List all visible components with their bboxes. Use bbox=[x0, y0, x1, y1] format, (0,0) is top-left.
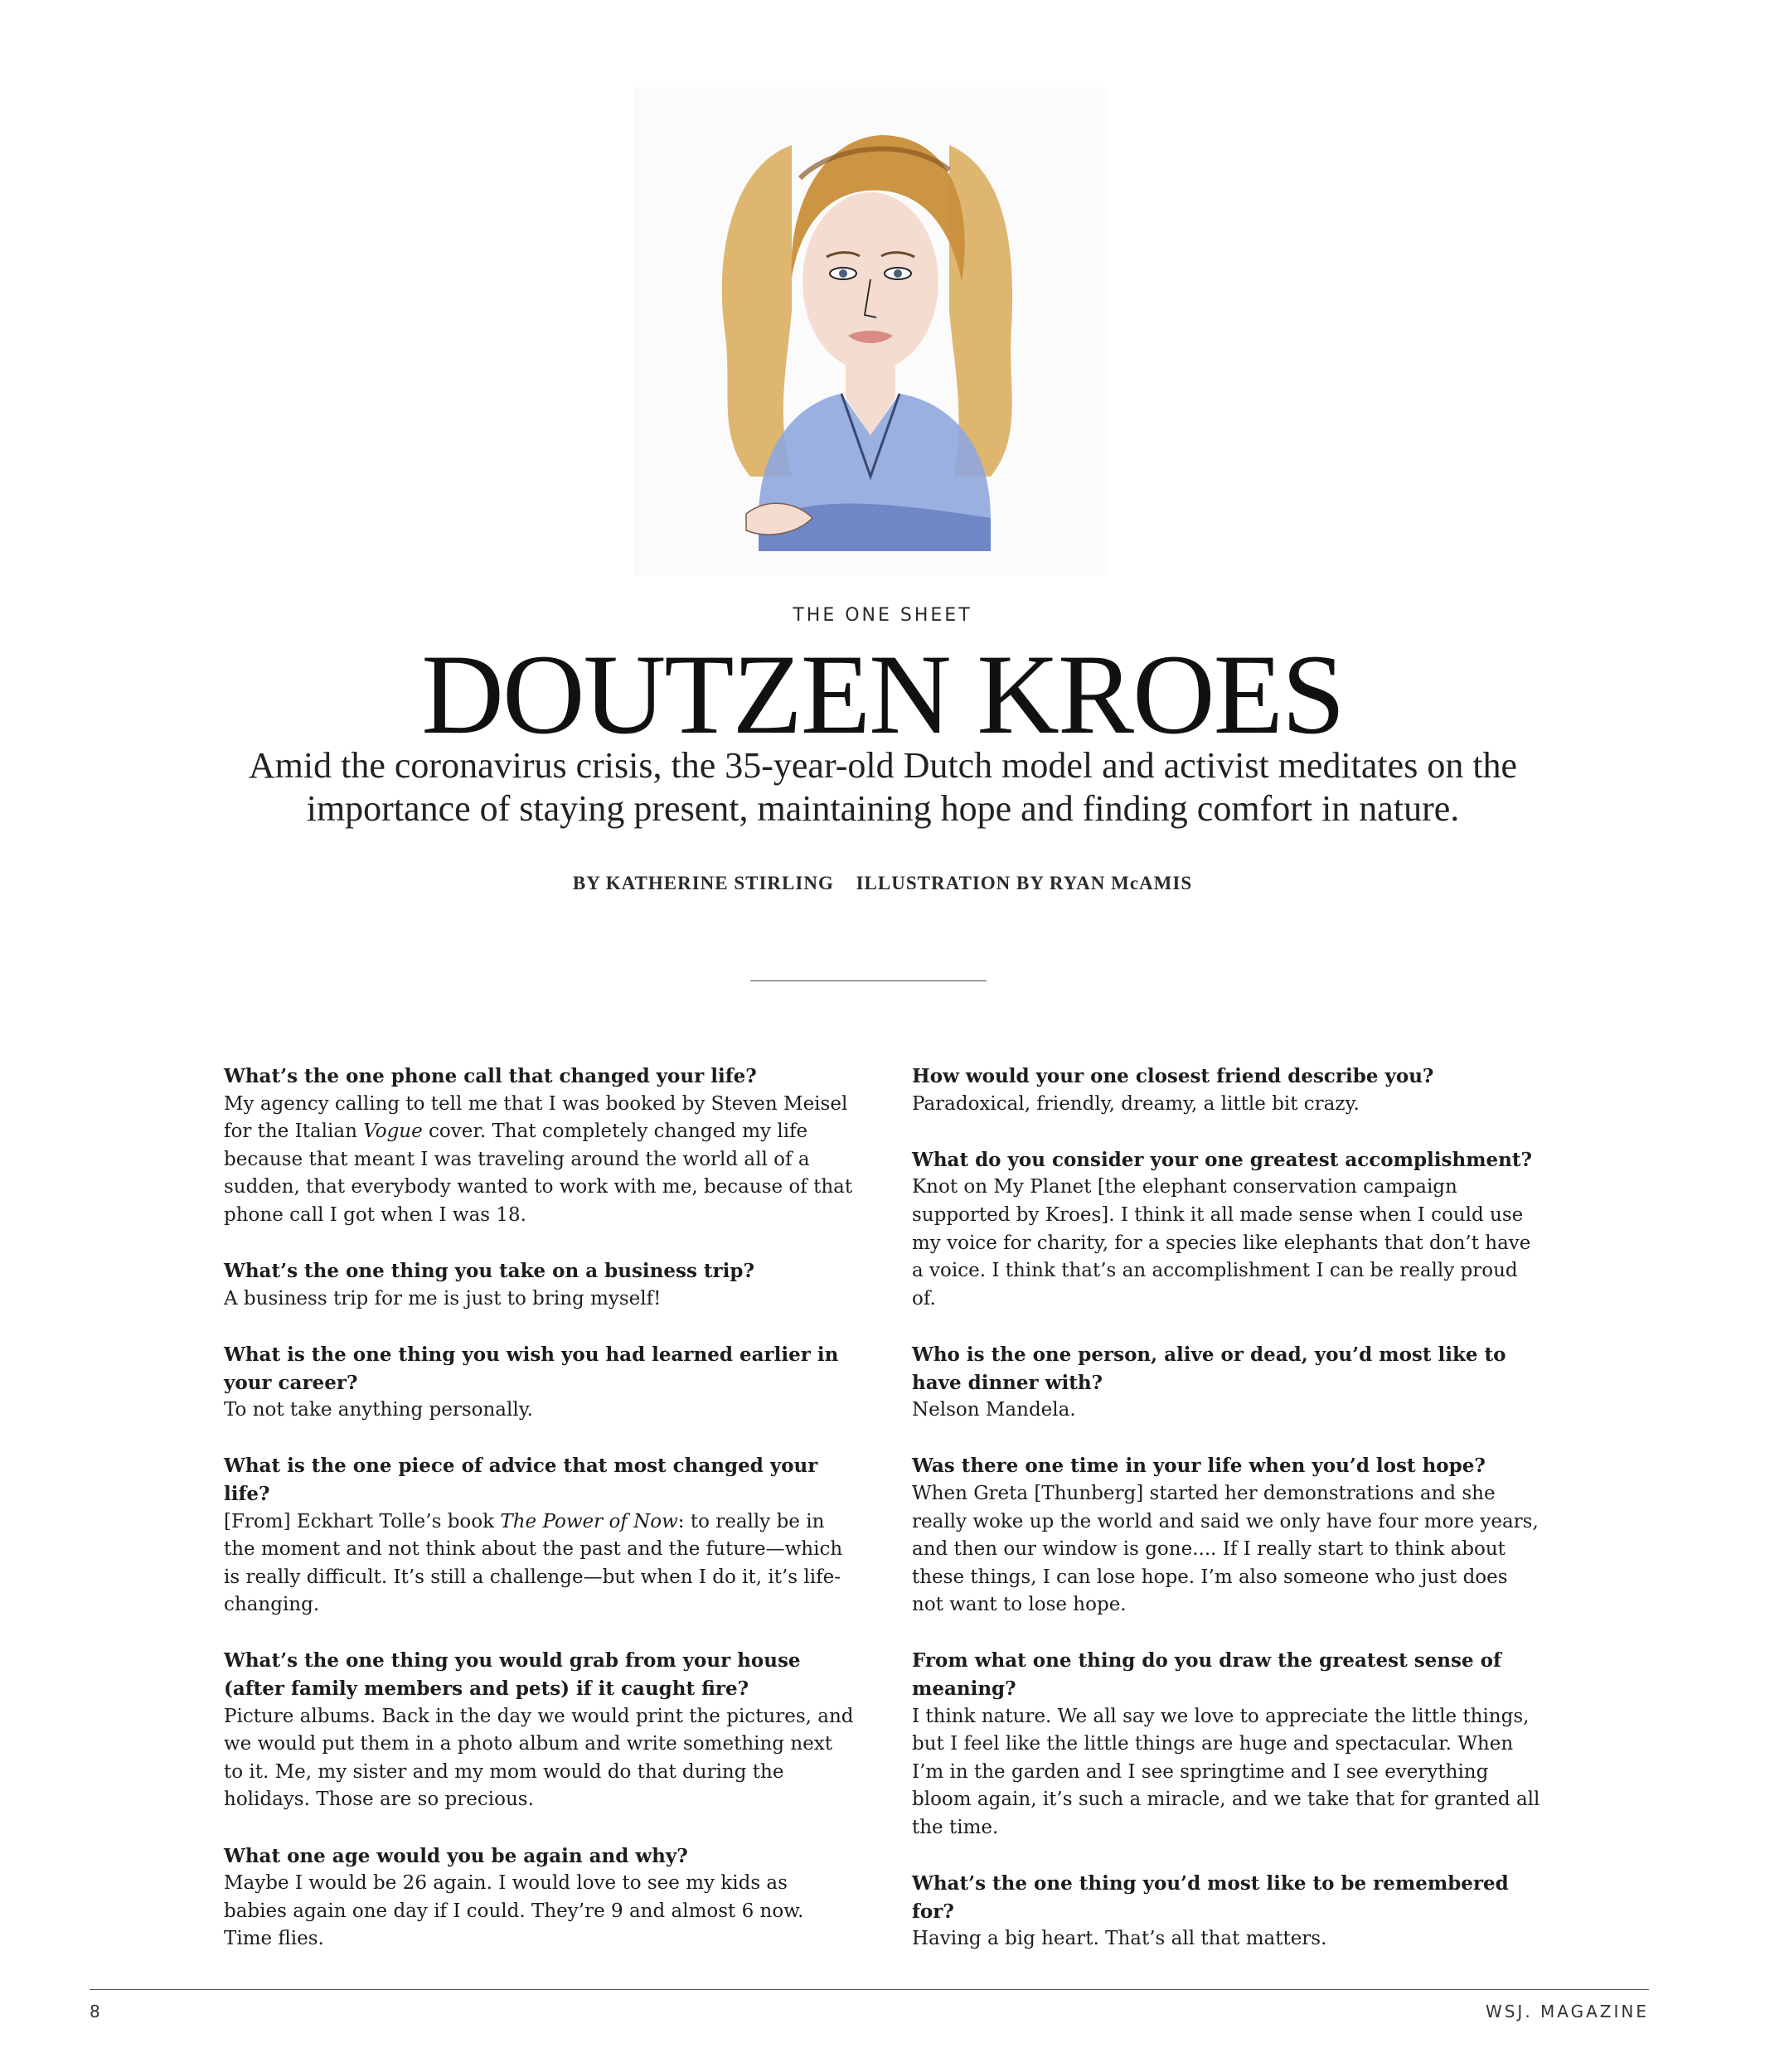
answer bbox=[912, 1397, 1542, 1425]
qa-block bbox=[912, 1870, 1542, 1953]
answer bbox=[912, 1703, 1542, 1842]
answer-text: cover. That completely changed my life because that meant I was traveling around the world all of a sudden, that everybody wanted to work with me, because of that phone call I got when I was 18. bbox=[224, 1121, 853, 1226]
question: What’s the one thing you’d most like to be remembered for? bbox=[912, 1872, 1509, 1923]
byline bbox=[0, 873, 1765, 894]
answer bbox=[224, 1508, 854, 1619]
qa-block bbox=[224, 1341, 854, 1425]
question: Who is the one person, alive or dead, you’d most like to have dinner with? bbox=[912, 1343, 1506, 1394]
answer-text: Knot on My Planet [the elephant conservation campaign supported by Kroes]. I think it all made sense when I could use my voice for charity, for a species like elephants that don’t have a voice. I think that’s an accomplishment I can be really proud of. bbox=[912, 1176, 1531, 1310]
question: What do you consider your one greatest accomplishment? bbox=[912, 1148, 1532, 1171]
answer-italic: Vogue bbox=[363, 1121, 423, 1143]
qa-block bbox=[224, 1257, 854, 1313]
question: What one age would you be again and why? bbox=[224, 1844, 688, 1867]
answer bbox=[912, 1091, 1542, 1119]
answer-text: Paradoxical, friendly, dreamy, a little bit crazy. bbox=[912, 1092, 1360, 1115]
qa-block bbox=[224, 1063, 854, 1230]
answer-text: When Greta [Thunberg] started her demonstrations and she really woke up the world and said we only have four more years, and then our window is gone.... If I really start to think about these things, I can lose hope. I’m also someone who just does not want to lose hope. bbox=[912, 1482, 1539, 1616]
answer-text: I think nature. We all say we love to appreciate the little things, but I feel like the little things are huge and spectacular. When I’m in the garden and I see springtime and I see everything bloom again, it’s such a miracle, and we take that for granted all the time. bbox=[912, 1705, 1540, 1839]
dek: Amid the coronavirus crisis, the 35-year-old Dutch model and activist meditates on the importance of staying present, maintaining hope and finding comfort in nature. bbox=[248, 745, 1518, 829]
question: From what one thing do you draw the greatest sense of meaning? bbox=[912, 1649, 1501, 1701]
answer-text: A business trip for me is just to bring myself! bbox=[224, 1287, 662, 1310]
right-iris bbox=[894, 269, 902, 278]
question: Was there one time in your life when you’d lost hope? bbox=[912, 1455, 1486, 1478]
byline-illustrator: ILLUSTRATION BY RYAN McAMIS bbox=[856, 873, 1193, 893]
hair-left bbox=[722, 145, 792, 477]
question: What is the one thing you wish you had learned earlier in your career? bbox=[224, 1343, 839, 1394]
answer-text: Having a big heart. That’s all that matters. bbox=[912, 1928, 1327, 1950]
question: What is the one piece of advice that most changed your life? bbox=[224, 1455, 818, 1505]
question: What’s the one thing you would grab from your house (after family members and pets) if it caught fire? bbox=[224, 1649, 801, 1701]
qa-block bbox=[912, 1341, 1542, 1425]
page-title: DOUTZEN KROES bbox=[421, 631, 1344, 758]
right-column bbox=[912, 1063, 1542, 1982]
qa-block bbox=[224, 1647, 854, 1814]
answer-text: To not take anything personally. bbox=[224, 1399, 533, 1421]
portrait-svg bbox=[634, 87, 1107, 576]
answer-text: My agency calling to tell me that I was booked by Steven Meisel for the Italian bbox=[224, 1092, 848, 1143]
qa-block bbox=[912, 1452, 1542, 1619]
qa-block bbox=[912, 1146, 1542, 1314]
footer-rule bbox=[90, 1989, 1649, 1990]
answer bbox=[912, 1174, 1542, 1313]
answer-text: Nelson Mandela. bbox=[912, 1399, 1076, 1421]
question: What’s the one phone call that changed your life? bbox=[224, 1065, 757, 1087]
answer-italic: The Power of Now bbox=[500, 1510, 678, 1532]
answer bbox=[224, 1091, 854, 1230]
answer bbox=[224, 1703, 854, 1814]
answer bbox=[224, 1285, 854, 1314]
page-number: 8 bbox=[90, 2002, 100, 2021]
qa-block bbox=[912, 1063, 1542, 1118]
magazine-name: WSJ. MAGAZINE bbox=[1485, 2002, 1649, 2021]
section-divider bbox=[750, 980, 987, 981]
qa-block bbox=[912, 1647, 1542, 1842]
answer bbox=[912, 1925, 1542, 1953]
section-kicker: THE ONE SHEET bbox=[793, 605, 972, 626]
answer bbox=[224, 1397, 854, 1425]
byline-author: BY KATHERINE STIRLING bbox=[572, 873, 834, 893]
left-iris bbox=[839, 269, 847, 278]
answer bbox=[912, 1480, 1542, 1619]
qa-block bbox=[224, 1842, 854, 1953]
portrait-illustration bbox=[634, 87, 1107, 576]
question: How would your one closest friend describe you? bbox=[912, 1065, 1434, 1087]
answer bbox=[224, 1870, 854, 1953]
left-column bbox=[224, 1063, 854, 1982]
question: What’s the one thing you take on a business trip? bbox=[224, 1260, 754, 1283]
answer-text: Maybe I would be 26 again. I would love to see my kids as babies again one day if I could. They’re 9 and almost 6 now. Time flies. bbox=[224, 1872, 804, 1950]
answer-text: Picture albums. Back in the day we would print the pictures, and we would put them in a photo album and write something next to it. Me, my sister and my mom would do that during the holidays. Those are so precious. bbox=[224, 1705, 854, 1811]
answer-text: : to really be in the moment and not think about the past and the future—which is really difficult. It’s still a challenge—but when I do it, it’s life-changing. bbox=[224, 1510, 843, 1616]
qa-block bbox=[224, 1452, 854, 1619]
answer-text: [From] Eckhart Tolle’s book bbox=[224, 1510, 501, 1532]
